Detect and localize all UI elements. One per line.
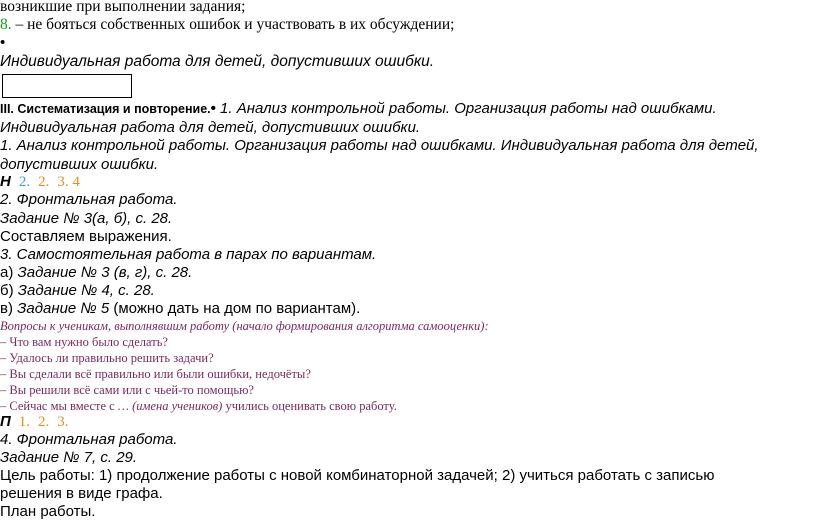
- text-line: [0, 210, 172, 227]
- text-line: [0, 449, 137, 466]
- text-line: [0, 431, 177, 448]
- marker-letter: Н: [0, 173, 11, 190]
- text-span: … (имена учеников): [117, 399, 223, 413]
- text-line: [0, 467, 714, 484]
- text-span: Цель работы: 1) продолжение работы с новой комбинаторной задачей; 2) учиться работать с записью: [0, 467, 715, 484]
- bullet-icon: •: [0, 34, 6, 51]
- text-line: [0, 191, 177, 208]
- number-label: 3. 4: [57, 174, 80, 190]
- text-span: Индивидуальная работа для детей, допустивших ошибки.: [0, 119, 421, 136]
- section-heading-line: [0, 100, 717, 117]
- number-label: 2.: [38, 414, 50, 430]
- text-line: [0, 282, 155, 299]
- text-span: Задание № 4, с. 28.: [17, 282, 155, 299]
- number-label: 2.: [18, 174, 31, 190]
- text-span: 1. Анализ контрольной работы. Организация работы над ошибками. Индивидуальная работа для детей,: [0, 137, 759, 154]
- text-span: 4. Фронтальная работа.: [0, 431, 178, 448]
- text-span: решения в виде графа.: [0, 485, 163, 502]
- text-span: (можно дать на дом по вариантам).: [109, 300, 361, 317]
- text-span: Вопросы к ученикам, выполнявшим работу (начало формирования алгоритма самооценки):: [0, 319, 489, 333]
- text-line: [0, 137, 759, 154]
- list-number: 8.: [0, 16, 12, 33]
- text-line: [0, 485, 163, 502]
- question-item: [0, 335, 168, 350]
- question-item: [0, 351, 214, 366]
- text-span: – Что вам нужно было сделать?: [0, 335, 168, 349]
- text-span: а): [0, 264, 18, 281]
- text-span: 3. Самостоятельная работа в парах по вариантам.: [0, 246, 377, 263]
- text-line: [0, 16, 454, 34]
- text-line: [0, 228, 172, 245]
- question-item: [0, 367, 311, 382]
- text-span: Задание № 3 (в, г), с. 28.: [17, 264, 193, 281]
- text-span: б): [0, 282, 18, 299]
- text-span: – Вы сделали всё правильно или были ошибки, недочёты?: [0, 367, 311, 381]
- text-span: План работы.: [0, 503, 96, 520]
- question-item: [0, 399, 397, 414]
- text-line: [0, 246, 376, 263]
- text-span: – Вы решили всё сами или с чьей-то помощью?: [0, 383, 254, 397]
- question-item: [0, 383, 254, 398]
- section-heading: III. Систематизация и повторение.: [0, 102, 211, 116]
- text-span: возникшие при выполнении задания;: [0, 0, 246, 15]
- text-span: – не бояться собственных ошибок и участвовать в их обсуждении;: [11, 16, 455, 33]
- text-span: Задание № 7, с. 29.: [0, 449, 138, 466]
- text-line: [0, 53, 434, 71]
- text-span: – Сейчас мы вместе с: [0, 399, 118, 413]
- text-span: Составляем выражения.: [0, 228, 172, 245]
- text-span: Индивидуальная работа для детей, допустивших ошибки.: [0, 53, 435, 70]
- number-label: 2.: [38, 174, 50, 190]
- bullet-icon: •: [210, 100, 216, 117]
- text-line: [0, 119, 420, 136]
- text-line: [0, 413, 69, 431]
- marker-letter: П: [0, 413, 11, 430]
- text-span: Задание № 3(а, б), с. 28.: [0, 210, 173, 227]
- text-line: [0, 156, 158, 173]
- text-span: – Удалось ли правильно решить задачи?: [0, 351, 214, 365]
- text-span: учились оценивать свою работу.: [222, 399, 397, 413]
- text-line: [0, 264, 192, 281]
- text-line: [0, 300, 360, 317]
- text-span: Задание № 5: [17, 300, 110, 317]
- number-label: 1.: [18, 414, 31, 430]
- text-span: 2. Фронтальная работа.: [0, 191, 178, 208]
- text-line: [0, 503, 95, 520]
- empty-box: [2, 74, 132, 98]
- number-label: 3.: [57, 414, 69, 430]
- text-span: допустивших ошибки.: [0, 156, 159, 173]
- text-line: [0, 0, 245, 16]
- text-span: 1. Анализ контрольной работы. Организация работы над ошибками.: [215, 100, 717, 117]
- questions-heading: [0, 319, 489, 334]
- text-line: [0, 173, 80, 191]
- bullet-line: [0, 34, 5, 51]
- text-span: в): [0, 300, 18, 317]
